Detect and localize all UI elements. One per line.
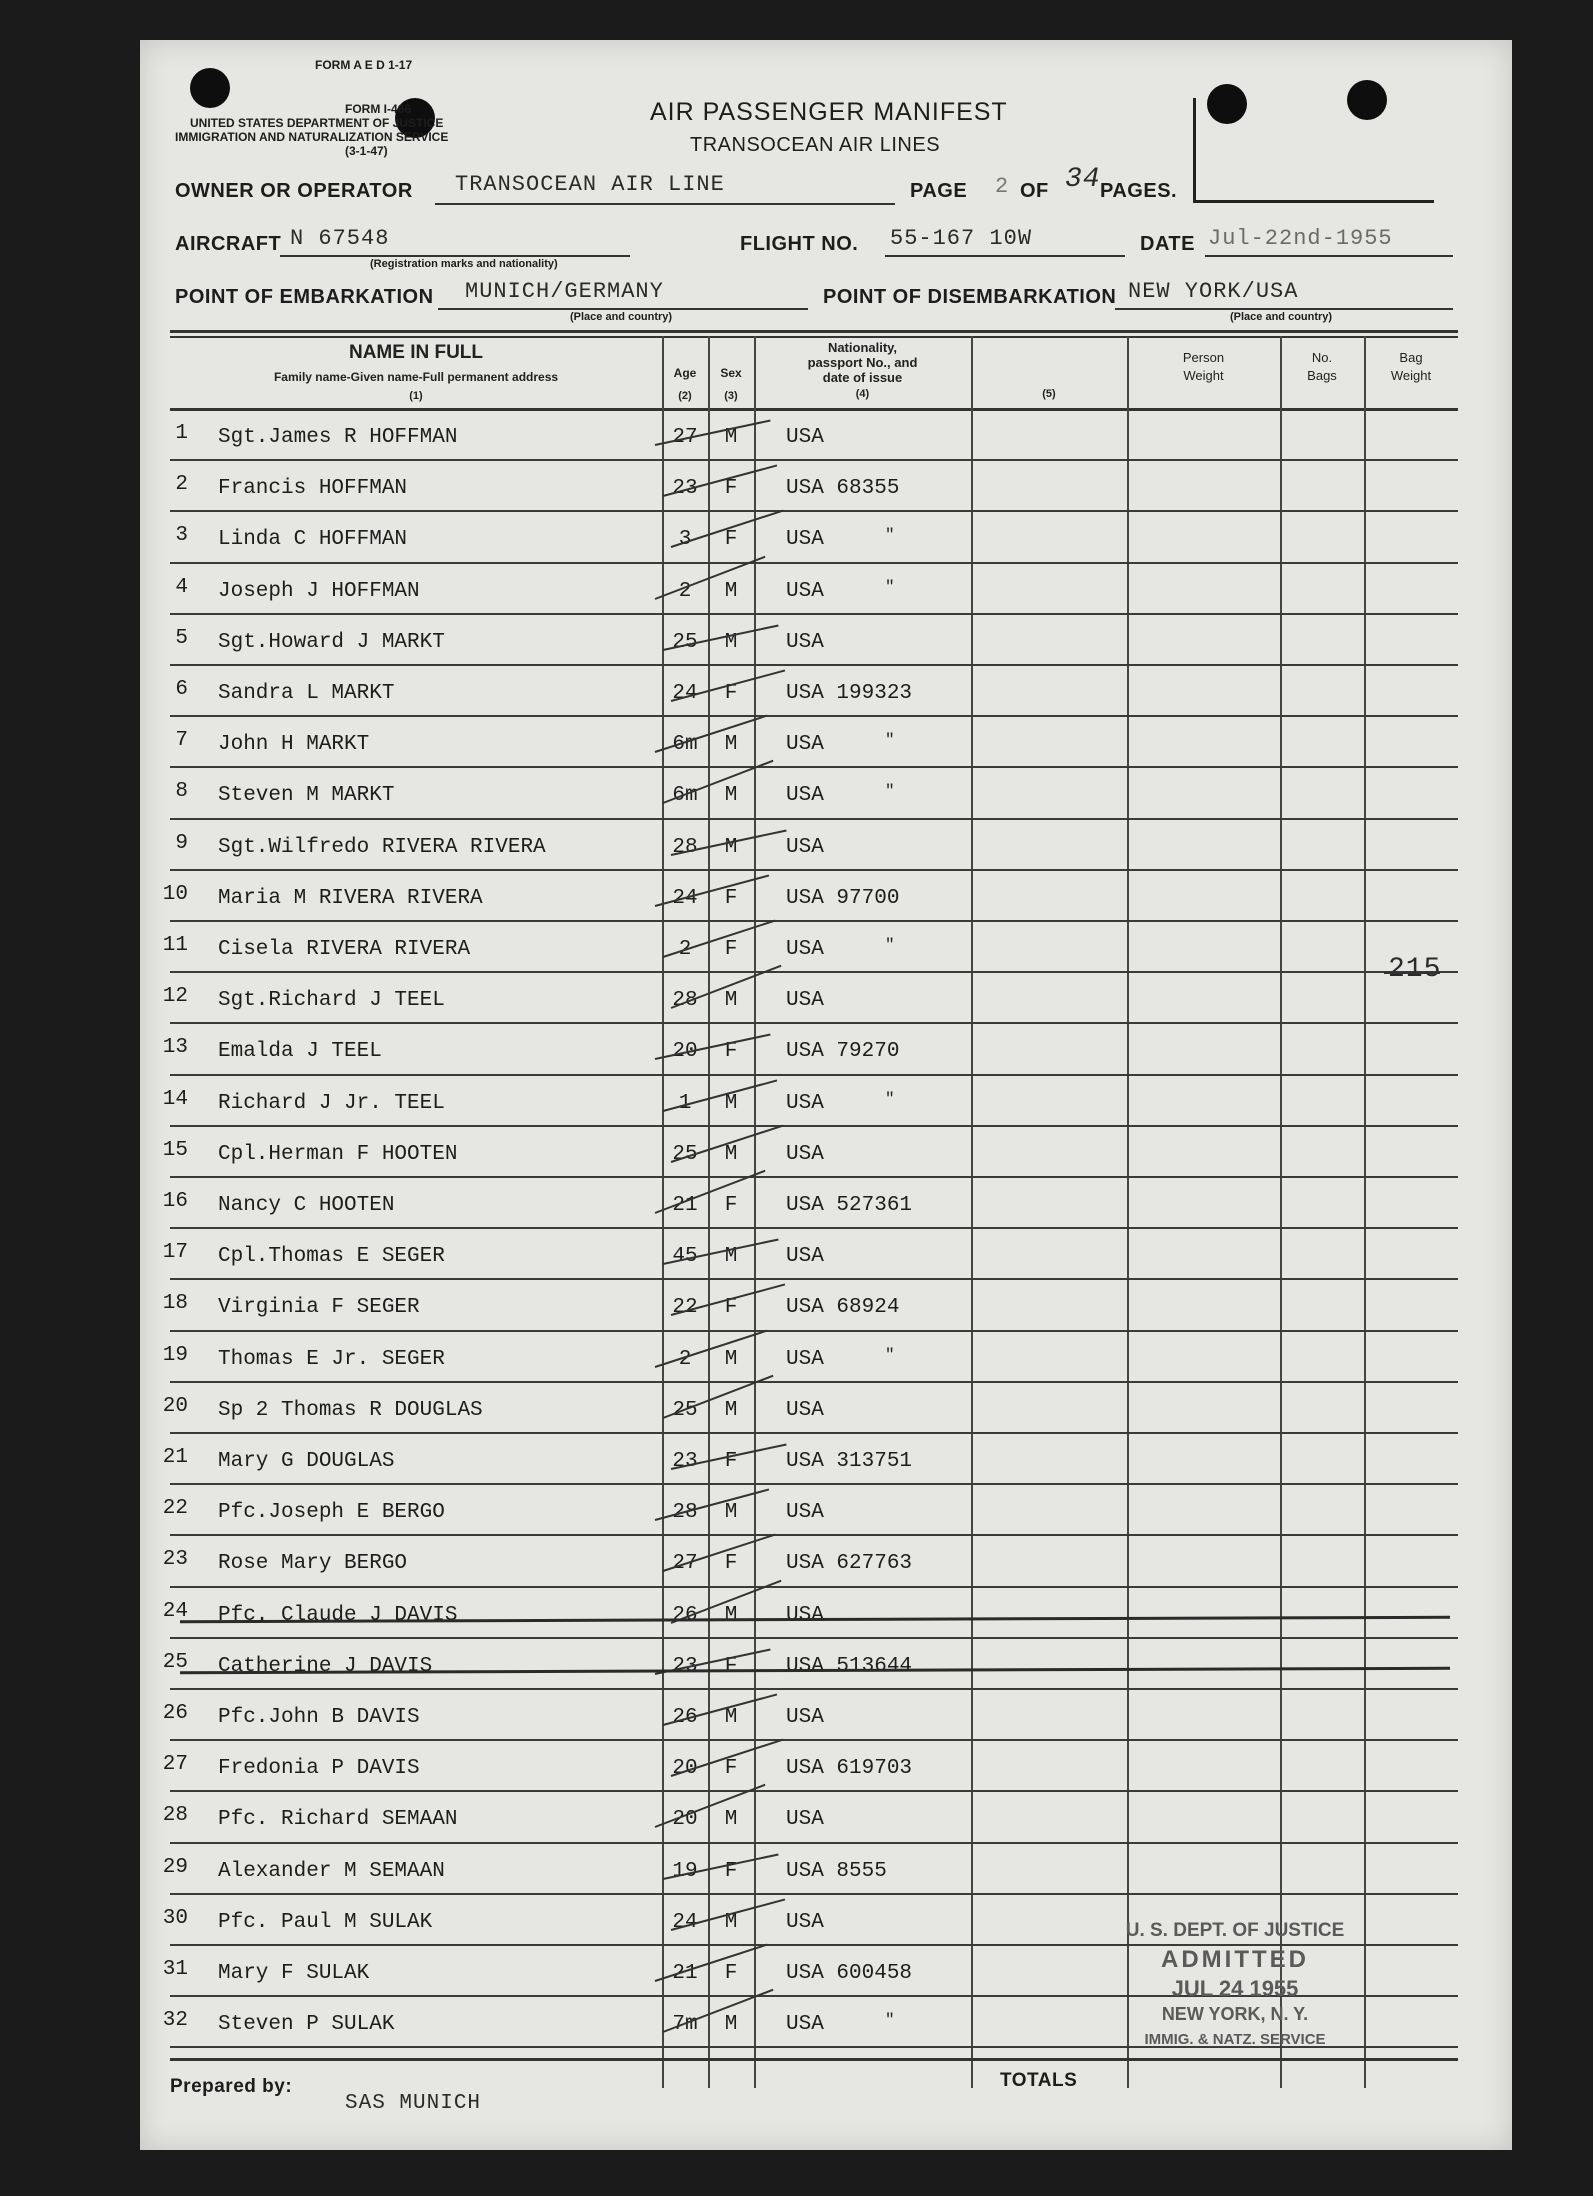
passenger-sex: M bbox=[724, 1398, 738, 1422]
row-number: 22 bbox=[162, 1497, 188, 1521]
agency-line-1: UNITED STATES DEPARTMENT OF JUSTICE bbox=[190, 116, 444, 130]
passenger-nationality: USA bbox=[786, 835, 824, 859]
passenger-name: Nancy C HOOTEN bbox=[218, 1194, 395, 1217]
passenger-sex: F bbox=[724, 1962, 738, 1985]
disembarkation-note: (Place and country) bbox=[1230, 311, 1333, 323]
of-value: 34 bbox=[1065, 164, 1101, 195]
disembarkation-value: NEW YORK/USA bbox=[1128, 279, 1299, 304]
passenger-nationality: USA 619703 bbox=[786, 1757, 913, 1781]
owner-value: TRANSOCEAN AIR LINE bbox=[455, 172, 725, 197]
passenger-name: Sandra L MARKT bbox=[218, 682, 395, 705]
col-name-sub: Family name-Given name-Full permanent address bbox=[273, 370, 559, 384]
date-value: Jul-22nd-1955 bbox=[1208, 226, 1393, 251]
passenger-nationality: USA bbox=[786, 1142, 824, 1166]
passenger-age: 45 bbox=[672, 1245, 698, 1269]
row-number: 11 bbox=[162, 934, 188, 957]
col-age: Age bbox=[673, 366, 697, 380]
passenger-age: 23 bbox=[672, 1450, 698, 1473]
passenger-nationality: USA 8555 bbox=[786, 1859, 887, 1883]
passenger-sex: M bbox=[724, 1910, 738, 1934]
row-rule bbox=[170, 1227, 1458, 1229]
passenger-name: Emalda J TEEL bbox=[218, 1040, 382, 1064]
passenger-age: 24 bbox=[672, 886, 698, 910]
passenger-sex: M bbox=[724, 835, 738, 859]
passenger-name: John H MARKT bbox=[218, 733, 370, 757]
flight-label: FLIGHT NO. bbox=[740, 233, 859, 255]
flight-value: 55-167 10W bbox=[890, 226, 1033, 251]
col-nationality-3: date of issue bbox=[822, 370, 903, 385]
passenger-nationality: USA bbox=[786, 989, 824, 1013]
passenger-nationality: USA 600458 bbox=[786, 1962, 913, 1985]
form-corner-bracket bbox=[1193, 98, 1434, 203]
passenger-age: 21 bbox=[672, 1194, 698, 1217]
passenger-nationality: USA bbox=[786, 1808, 824, 1832]
passenger-sex: F bbox=[724, 1552, 738, 1576]
row-rule bbox=[170, 1432, 1458, 1434]
passenger-age: 20 bbox=[672, 1757, 698, 1781]
col-sex-num: (3) bbox=[724, 390, 738, 402]
page-value: 2 bbox=[995, 174, 1010, 199]
passenger-sex: F bbox=[724, 1194, 738, 1217]
passenger-nationality: USA bbox=[786, 1091, 824, 1115]
stamp-line-2: ADMITTED bbox=[1161, 1946, 1309, 1973]
passenger-sex: M bbox=[724, 989, 738, 1013]
ditto-mark: " bbox=[885, 526, 895, 545]
passenger-age: 7m bbox=[672, 2013, 698, 2037]
row-rule bbox=[170, 818, 1458, 820]
row-rule bbox=[170, 715, 1458, 717]
passenger-name: Richard J Jr. TEEL bbox=[218, 1091, 445, 1115]
col-nationality-1: Nationality, bbox=[827, 340, 898, 355]
passenger-sex: M bbox=[724, 1142, 738, 1166]
passenger-sex: M bbox=[724, 733, 738, 757]
airline-name: TRANSOCEAN AIR LINES bbox=[690, 134, 941, 156]
passenger-name: Catherine J DAVIS bbox=[218, 1654, 433, 1678]
col-nationality-num: (4) bbox=[855, 388, 870, 400]
pages-label: PAGES. bbox=[1100, 180, 1178, 202]
row-rule bbox=[170, 1586, 1458, 1588]
passenger-name: Francis HOFFMAN bbox=[218, 477, 408, 501]
agency-line-2: IMMIGRATION AND NATURALIZATION SERVICE bbox=[175, 130, 449, 144]
passenger-nationality: USA bbox=[786, 2013, 824, 2037]
form-revision: (3-1-47) bbox=[345, 144, 388, 158]
prepared-value: SAS MUNICH bbox=[345, 2092, 482, 2115]
aircraft-value: N 67548 bbox=[290, 226, 390, 251]
passenger-nationality: USA bbox=[786, 733, 824, 757]
passenger-sex: F bbox=[724, 1296, 738, 1320]
stamp-line-4: NEW YORK, N. Y. bbox=[1161, 2004, 1309, 2024]
passenger-age: 2 bbox=[678, 579, 692, 603]
passenger-name: Sgt.Howard J MARKT bbox=[218, 630, 445, 654]
passenger-name: Cpl.Thomas E SEGER bbox=[218, 1245, 445, 1269]
embarkation-label: POINT OF EMBARKATION bbox=[175, 286, 434, 308]
passenger-nationality: USA 313751 bbox=[786, 1450, 913, 1473]
col-no-bags-1: No. bbox=[1311, 350, 1333, 365]
totals-label: TOTALS bbox=[1000, 2070, 1078, 2091]
passenger-age: 28 bbox=[672, 989, 698, 1013]
passenger-nationality: USA bbox=[786, 528, 824, 552]
row-rule bbox=[170, 1637, 1458, 1639]
passenger-nationality: USA bbox=[786, 579, 824, 603]
row-number: 20 bbox=[162, 1394, 188, 1418]
passenger-sex: M bbox=[724, 1808, 738, 1832]
row-number: 32 bbox=[162, 2009, 188, 2033]
embarkation-note: (Place and country) bbox=[570, 311, 673, 323]
form-code: FORM A E D 1-17 bbox=[315, 58, 413, 72]
passenger-age: 27 bbox=[672, 1552, 698, 1576]
passenger-name: Pfc.John B DAVIS bbox=[218, 1706, 420, 1729]
passenger-name: Steven M MARKT bbox=[218, 784, 395, 808]
row-rule bbox=[170, 1790, 1458, 1792]
punch-hole bbox=[190, 68, 230, 108]
row-rule bbox=[170, 1842, 1458, 1844]
passenger-nationality: USA 68355 bbox=[786, 477, 900, 501]
passenger-sex: M bbox=[724, 1501, 738, 1525]
row-number: 13 bbox=[162, 1036, 188, 1060]
passenger-age: 2 bbox=[678, 1347, 692, 1371]
passenger-name: Rose Mary BERGO bbox=[218, 1552, 408, 1576]
date-label: DATE bbox=[1140, 233, 1195, 255]
ditto-mark: " bbox=[885, 577, 895, 596]
passenger-age: 21 bbox=[672, 1962, 698, 1985]
passenger-nationality: USA bbox=[786, 1347, 824, 1371]
passenger-sex: M bbox=[724, 1347, 738, 1371]
row-rule bbox=[170, 869, 1458, 871]
row-rule bbox=[170, 920, 1458, 922]
admission-stamp bbox=[1070, 1920, 1400, 2048]
row-number: 19 bbox=[162, 1343, 188, 1367]
passenger-age: 25 bbox=[672, 1142, 698, 1166]
row-number: 24 bbox=[162, 1599, 188, 1623]
passenger-name: Fredonia P DAVIS bbox=[218, 1757, 420, 1781]
passenger-nationality: USA 68924 bbox=[786, 1296, 900, 1320]
disembarkation-label: POINT OF DISEMBARKATION bbox=[823, 286, 1117, 308]
row-rule bbox=[170, 1330, 1458, 1332]
passenger-age: 24 bbox=[672, 1910, 698, 1934]
row-number: 30 bbox=[162, 1906, 188, 1930]
aircraft-note: (Registration marks and nationality) bbox=[370, 258, 558, 270]
row-number: 23 bbox=[162, 1548, 188, 1572]
passenger-sex: F bbox=[724, 1040, 738, 1064]
row-rule bbox=[170, 1688, 1458, 1690]
passenger-nationality: USA bbox=[786, 426, 824, 449]
passenger-age: 19 bbox=[672, 1859, 698, 1883]
row-rule bbox=[170, 766, 1458, 768]
passenger-sex: M bbox=[724, 1603, 738, 1627]
aircraft-label: AIRCRAFT bbox=[175, 233, 282, 255]
row-rule bbox=[170, 971, 1458, 973]
passenger-sex: F bbox=[724, 938, 738, 961]
passenger-age: 28 bbox=[672, 1501, 698, 1525]
passenger-nationality: USA bbox=[786, 1398, 824, 1422]
row-rule bbox=[170, 1534, 1458, 1536]
row-number: 31 bbox=[162, 1958, 188, 1981]
passenger-name: Pfc. Claude J DAVIS bbox=[218, 1603, 458, 1627]
ditto-mark: " bbox=[885, 782, 895, 801]
row-number: 28 bbox=[162, 1804, 188, 1828]
passenger-age: 26 bbox=[672, 1603, 698, 1627]
passenger-name: Virginia F SEGER bbox=[218, 1296, 420, 1320]
col-name-num: (1) bbox=[409, 390, 423, 402]
row-rule bbox=[170, 562, 1458, 564]
row-number: 9 bbox=[175, 831, 188, 855]
passenger-name: Mary G DOUGLAS bbox=[218, 1450, 395, 1473]
row-number: 7 bbox=[175, 729, 188, 753]
row-rule bbox=[170, 1893, 1458, 1895]
row-rule bbox=[170, 1125, 1458, 1127]
passenger-sex: M bbox=[724, 1091, 738, 1115]
col-person-weight-2: Weight bbox=[1183, 368, 1224, 383]
stamp-line-3: JUL 24 1955 bbox=[1171, 1976, 1299, 2001]
row-rule bbox=[170, 1739, 1458, 1741]
passenger-sex: M bbox=[724, 579, 738, 603]
passenger-age: 20 bbox=[672, 1040, 698, 1064]
stamp-line-5: IMMIG. & NATZ. SERVICE bbox=[1144, 2031, 1326, 2048]
passenger-nationality: USA 527361 bbox=[786, 1194, 913, 1217]
row-rule bbox=[170, 1381, 1458, 1383]
passenger-name: Pfc.Joseph E BERGO bbox=[218, 1501, 445, 1525]
passenger-name: Sgt.Wilfredo RIVERA RIVERA bbox=[218, 835, 546, 859]
passenger-sex: M bbox=[724, 1706, 738, 1729]
row-rule bbox=[170, 1074, 1458, 1076]
row-number: 6 bbox=[175, 678, 188, 701]
col-bag-weight-2: Weight bbox=[1390, 368, 1432, 383]
passenger-nationality: USA bbox=[786, 1706, 824, 1729]
passenger-sex: F bbox=[724, 1654, 738, 1678]
passenger-name: Alexander M SEMAAN bbox=[218, 1859, 445, 1883]
passenger-sex: F bbox=[724, 1859, 738, 1883]
col-5: (5) bbox=[1042, 388, 1056, 400]
passenger-age: 22 bbox=[672, 1296, 698, 1320]
row-rule bbox=[170, 1483, 1458, 1485]
row-rule bbox=[170, 664, 1458, 666]
manifest-page bbox=[140, 40, 1512, 2150]
col-age-num: (2) bbox=[678, 390, 692, 402]
passenger-nationality: USA 79270 bbox=[786, 1040, 900, 1064]
passenger-age: 24 bbox=[672, 682, 698, 705]
passenger-nationality: USA bbox=[786, 784, 824, 808]
passenger-nationality: USA 199323 bbox=[786, 682, 913, 705]
passenger-age: 27 bbox=[672, 426, 698, 449]
row-number: 15 bbox=[162, 1138, 188, 1162]
passenger-nationality: USA 513644 bbox=[786, 1654, 913, 1678]
row-rule bbox=[170, 510, 1458, 512]
passenger-name: Steven P SULAK bbox=[218, 2013, 395, 2037]
ditto-mark: " bbox=[885, 936, 895, 954]
row-number: 14 bbox=[162, 1087, 188, 1111]
row-number: 8 bbox=[175, 780, 188, 804]
passenger-name: Sp 2 Thomas R DOUGLAS bbox=[218, 1398, 483, 1422]
row-number: 10 bbox=[162, 882, 188, 906]
row-number: 27 bbox=[162, 1753, 188, 1777]
passenger-name: Sgt.James R HOFFMAN bbox=[218, 426, 458, 449]
ditto-mark: " bbox=[885, 1089, 895, 1108]
passenger-nationality: USA bbox=[786, 1245, 824, 1269]
row-number: 3 bbox=[175, 524, 188, 548]
row-number: 29 bbox=[162, 1855, 188, 1879]
passenger-age: 26 bbox=[672, 1706, 698, 1729]
passenger-sex: M bbox=[724, 2013, 738, 2037]
row-number: 12 bbox=[162, 985, 188, 1009]
row-number: 2 bbox=[175, 473, 188, 497]
col-person-weight-1: Person bbox=[1182, 350, 1225, 365]
passenger-age: 3 bbox=[678, 528, 692, 552]
passenger-sex: F bbox=[724, 1757, 738, 1781]
passenger-nationality: USA bbox=[786, 1501, 824, 1525]
passenger-sex: F bbox=[724, 477, 738, 501]
prepared-label: Prepared by: bbox=[170, 2076, 293, 2097]
col-sex: Sex bbox=[720, 366, 742, 380]
passenger-name: Linda C HOFFMAN bbox=[218, 528, 408, 552]
col-name-title: NAME IN FULL bbox=[348, 342, 484, 363]
col-no-bags-2: Bags bbox=[1307, 368, 1337, 383]
passenger-sex: M bbox=[724, 630, 738, 654]
passenger-age: 28 bbox=[672, 835, 698, 859]
row-rule bbox=[170, 1278, 1458, 1280]
manifest-title: AIR PASSENGER MANIFEST bbox=[650, 98, 1008, 126]
row-number: 16 bbox=[162, 1190, 188, 1213]
ditto-mark: " bbox=[885, 2011, 895, 2030]
row-rule bbox=[170, 1022, 1458, 1024]
ditto-mark: " bbox=[885, 731, 895, 750]
passenger-nationality: USA bbox=[786, 630, 824, 654]
passenger-name: Joseph J HOFFMAN bbox=[218, 579, 420, 603]
row-number: 21 bbox=[162, 1446, 188, 1469]
row-number: 26 bbox=[162, 1702, 188, 1725]
row-number: 4 bbox=[175, 575, 188, 599]
embarkation-value: MUNICH/GERMANY bbox=[465, 279, 664, 304]
passenger-age: 2 bbox=[678, 938, 692, 961]
col-nationality-2: passport No., and bbox=[807, 355, 918, 370]
passenger-name: Pfc. Richard SEMAAN bbox=[218, 1808, 458, 1832]
passenger-sex: M bbox=[724, 426, 738, 449]
passenger-age: 6m bbox=[672, 784, 698, 808]
passenger-nationality: USA 97700 bbox=[786, 886, 900, 910]
stamp-line-1: U. S. DEPT. OF JUSTICE bbox=[1125, 1920, 1345, 1941]
of-label: OF bbox=[1020, 180, 1049, 202]
row-rule bbox=[170, 459, 1458, 461]
owner-label: OWNER OR OPERATOR bbox=[175, 180, 413, 202]
row-rule bbox=[170, 1176, 1458, 1178]
row-number: 1 bbox=[175, 422, 188, 445]
passenger-name: Sgt.Richard J TEEL bbox=[218, 989, 445, 1013]
col-bag-weight-1: Bag bbox=[1399, 350, 1423, 365]
row-number: 17 bbox=[162, 1241, 188, 1265]
row-rule bbox=[170, 613, 1458, 615]
ditto-mark: " bbox=[885, 1345, 895, 1364]
bag-weight-note: 215 bbox=[1388, 954, 1442, 985]
row-number: 25 bbox=[162, 1650, 188, 1674]
passenger-sex: M bbox=[724, 784, 738, 808]
form-number: FORM I-466 bbox=[345, 102, 412, 116]
passenger-name: Cpl.Herman F HOOTEN bbox=[218, 1142, 458, 1166]
passenger-sex: F bbox=[724, 1450, 738, 1473]
passenger-age: 25 bbox=[672, 630, 698, 654]
passenger-name: Thomas E Jr. SEGER bbox=[218, 1347, 445, 1371]
passenger-sex: F bbox=[724, 682, 738, 705]
passenger-age: 25 bbox=[672, 1398, 698, 1422]
passenger-age: 6m bbox=[672, 733, 698, 757]
passenger-nationality: USA bbox=[786, 1603, 824, 1627]
row-number: 5 bbox=[175, 626, 188, 650]
passenger-sex: F bbox=[724, 886, 738, 910]
passenger-sex: M bbox=[724, 1245, 738, 1269]
passenger-nationality: USA bbox=[786, 938, 824, 961]
page-label: PAGE bbox=[910, 180, 968, 202]
passenger-sex: F bbox=[724, 528, 738, 552]
passenger-age: 23 bbox=[672, 477, 698, 501]
passenger-name: Pfc. Paul M SULAK bbox=[218, 1910, 433, 1934]
passenger-name: Mary F SULAK bbox=[218, 1962, 370, 1985]
passenger-age: 1 bbox=[678, 1091, 692, 1115]
passenger-name: Cisela RIVERA RIVERA bbox=[218, 938, 471, 961]
passenger-nationality: USA bbox=[786, 1910, 824, 1934]
passenger-age: 23 bbox=[672, 1654, 698, 1678]
passenger-age: 20 bbox=[672, 1808, 698, 1832]
passenger-nationality: USA 627763 bbox=[786, 1552, 913, 1576]
passenger-name: Maria M RIVERA RIVERA bbox=[218, 886, 483, 910]
row-number: 18 bbox=[162, 1292, 188, 1316]
